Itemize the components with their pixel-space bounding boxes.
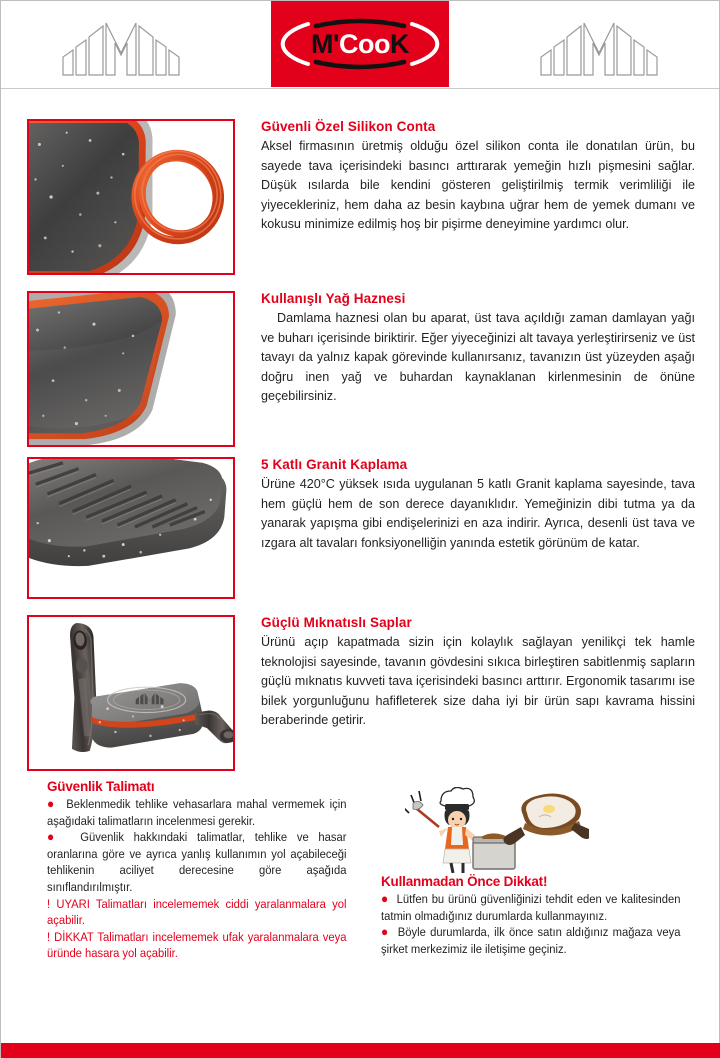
- use-before-bullet: [381, 924, 680, 957]
- feature-image-oil-tray: [27, 291, 235, 447]
- logo-text-m: M': [311, 28, 339, 59]
- feature-image-magnetic-handles: [27, 615, 235, 771]
- bottom-section: [1, 771, 720, 1058]
- use-before-block: [381, 874, 681, 957]
- feature-text-granite-coating: [261, 457, 695, 599]
- use-before-bullet: [381, 891, 680, 924]
- feature-body: Ürüne 420°C yüksek ısıda uygulanan 5 katlı Granit kaplama sayesinde, tava hem güçlü hem de son derece dayanıklıdır. Yemeğinizin dibi tutma ya da yanarak yapışma gibi endişelerinizi en aza indirir. Ayrıca, desenli üst tava ve ızgara alt tavaları fonksiyonelliğin yanında estetik görünüm de katar.: [261, 477, 695, 550]
- safety-warning-uyari: ! UYARI Talimatları incelememek ciddi yaralanmalara yol açabilir.: [47, 896, 347, 928]
- feature-row-oil-tray: [27, 291, 695, 447]
- chef-mascot-illustration: [405, 787, 589, 873]
- feature-title: Güvenli Özel Silikon Conta: [261, 119, 436, 134]
- bullet-dot-icon: ●: [47, 796, 57, 811]
- feature-image-granite-coating: [27, 457, 235, 599]
- feature-body: Aksel firmasının üretmiş olduğu özel silikon conta ile donatılan ürün, bu sayede tava içerisindeki basıncı arttırarak yemeğin hızlı pişmesini sağlar. Düşük ısılarda bile kendini gösteren geliştirilmiş termik verimliliği ile yiyecekleriniz, hem daha az besin kaybına uğrar hem de yemek dumanı ve kokusu minimize edilmiş hoş bir pişirme deneyimine yardımcı olur.: [261, 139, 695, 232]
- feature-row-magnetic-handles: [27, 615, 695, 771]
- safety-warning-dikkat: ! DİKKAT Talimatları incelememek ufak yaralanmalara veya üründe hasara yol açabilir.: [47, 929, 347, 961]
- feature-row-granite-coating: [27, 457, 695, 599]
- bullet-dot-icon: ●: [381, 891, 389, 906]
- watermark-logo-right: [539, 17, 659, 79]
- feature-title: 5 Katlı Granit Kaplama: [261, 457, 408, 472]
- feature-body: Ürünü açıp kapatmada sizin için kolaylık sağlayan yenilikçi tek hamle teknolojisi sayesinde, tavanın gövdesini sıkıca birleştiren sabitlenmiş sapların güçlü mıknatıs kuvveti tava içerisindeki basıncı arttırır. Ergonomik tasarımı ise bilek yorgunluğunu hafifleterek size daha iyi bir ürün sapı kavrama hissini beraberinde getirir.: [261, 635, 695, 728]
- watermark-logo-left: [61, 17, 181, 79]
- use-before-bullet-text: Böyle durumlarda, ilk önce satın aldığınız mağaza veya şirket merkezimiz ile iletişime geçiniz.: [381, 925, 681, 956]
- footer-red-bar: [1, 1043, 720, 1058]
- safety-instructions-block: [47, 779, 347, 962]
- logo-text-coo: Coo: [338, 28, 390, 59]
- feature-title: Güçlü Mıknatıslı Saplar: [261, 615, 412, 630]
- safety-bullet-text: Güvenlik hakkındaki talimatlar, tehlike ve hasar oranlarına göre ve ayrıca yanlış kullanımın yol açabileceği tehlikenin aciliyet derecesine göre aşağıda sınıflandırılmıştır.: [47, 830, 347, 894]
- bullet-dot-icon: ●: [47, 829, 61, 845]
- page-header: [1, 1, 719, 89]
- safety-bullet: [47, 829, 346, 895]
- logo-wordmark: [280, 14, 440, 74]
- bullet-dot-icon: ●: [381, 924, 390, 940]
- feature-image-silicone-seal: [27, 119, 235, 275]
- use-before-title: Kullanmadan Önce Dikkat!: [381, 874, 548, 889]
- feature-text-oil-tray: [261, 291, 695, 447]
- feature-body: Damlama haznesi olan bu aparat, üst tava açıldığı zaman damlayan yağı ve buharı içerisinde biriktirir. Eğer yiyeceğinizi alt tavaya yerleştirirseniz ve üst tavayı da yalnız kapak görevinde kullanırsanız, tavanızın üst yüzeyden aşağı doğru inen yağ ve buhardan kaynaklanan kirlenmesinin de önüne geçebilirsiniz.: [261, 311, 695, 404]
- feature-text-silicone-seal: [261, 119, 695, 275]
- use-before-bullet-text: Lütfen bu ürünü güvenliğinizi tehdit eden ve kalitesinden tatmin olmadığınız durumlarda kullanmayınız.: [381, 892, 681, 923]
- feature-text-magnetic-handles: [261, 615, 695, 771]
- feature-row-silicone-seal: [27, 119, 695, 275]
- feature-title: Kullanışlı Yağ Haznesi: [261, 291, 406, 306]
- logo-text-k: K: [389, 28, 409, 59]
- logo-oval-frame: [280, 14, 440, 74]
- safety-bullet: [47, 796, 346, 829]
- brand-logo: [271, 1, 449, 87]
- safety-title: Güvenlik Talimatı: [47, 779, 155, 794]
- safety-bullet-text: Beklenmedik tehlike vehasarlara mahal vermemek için aşağıdaki talimatların incelenmesi gerekir.: [47, 797, 347, 828]
